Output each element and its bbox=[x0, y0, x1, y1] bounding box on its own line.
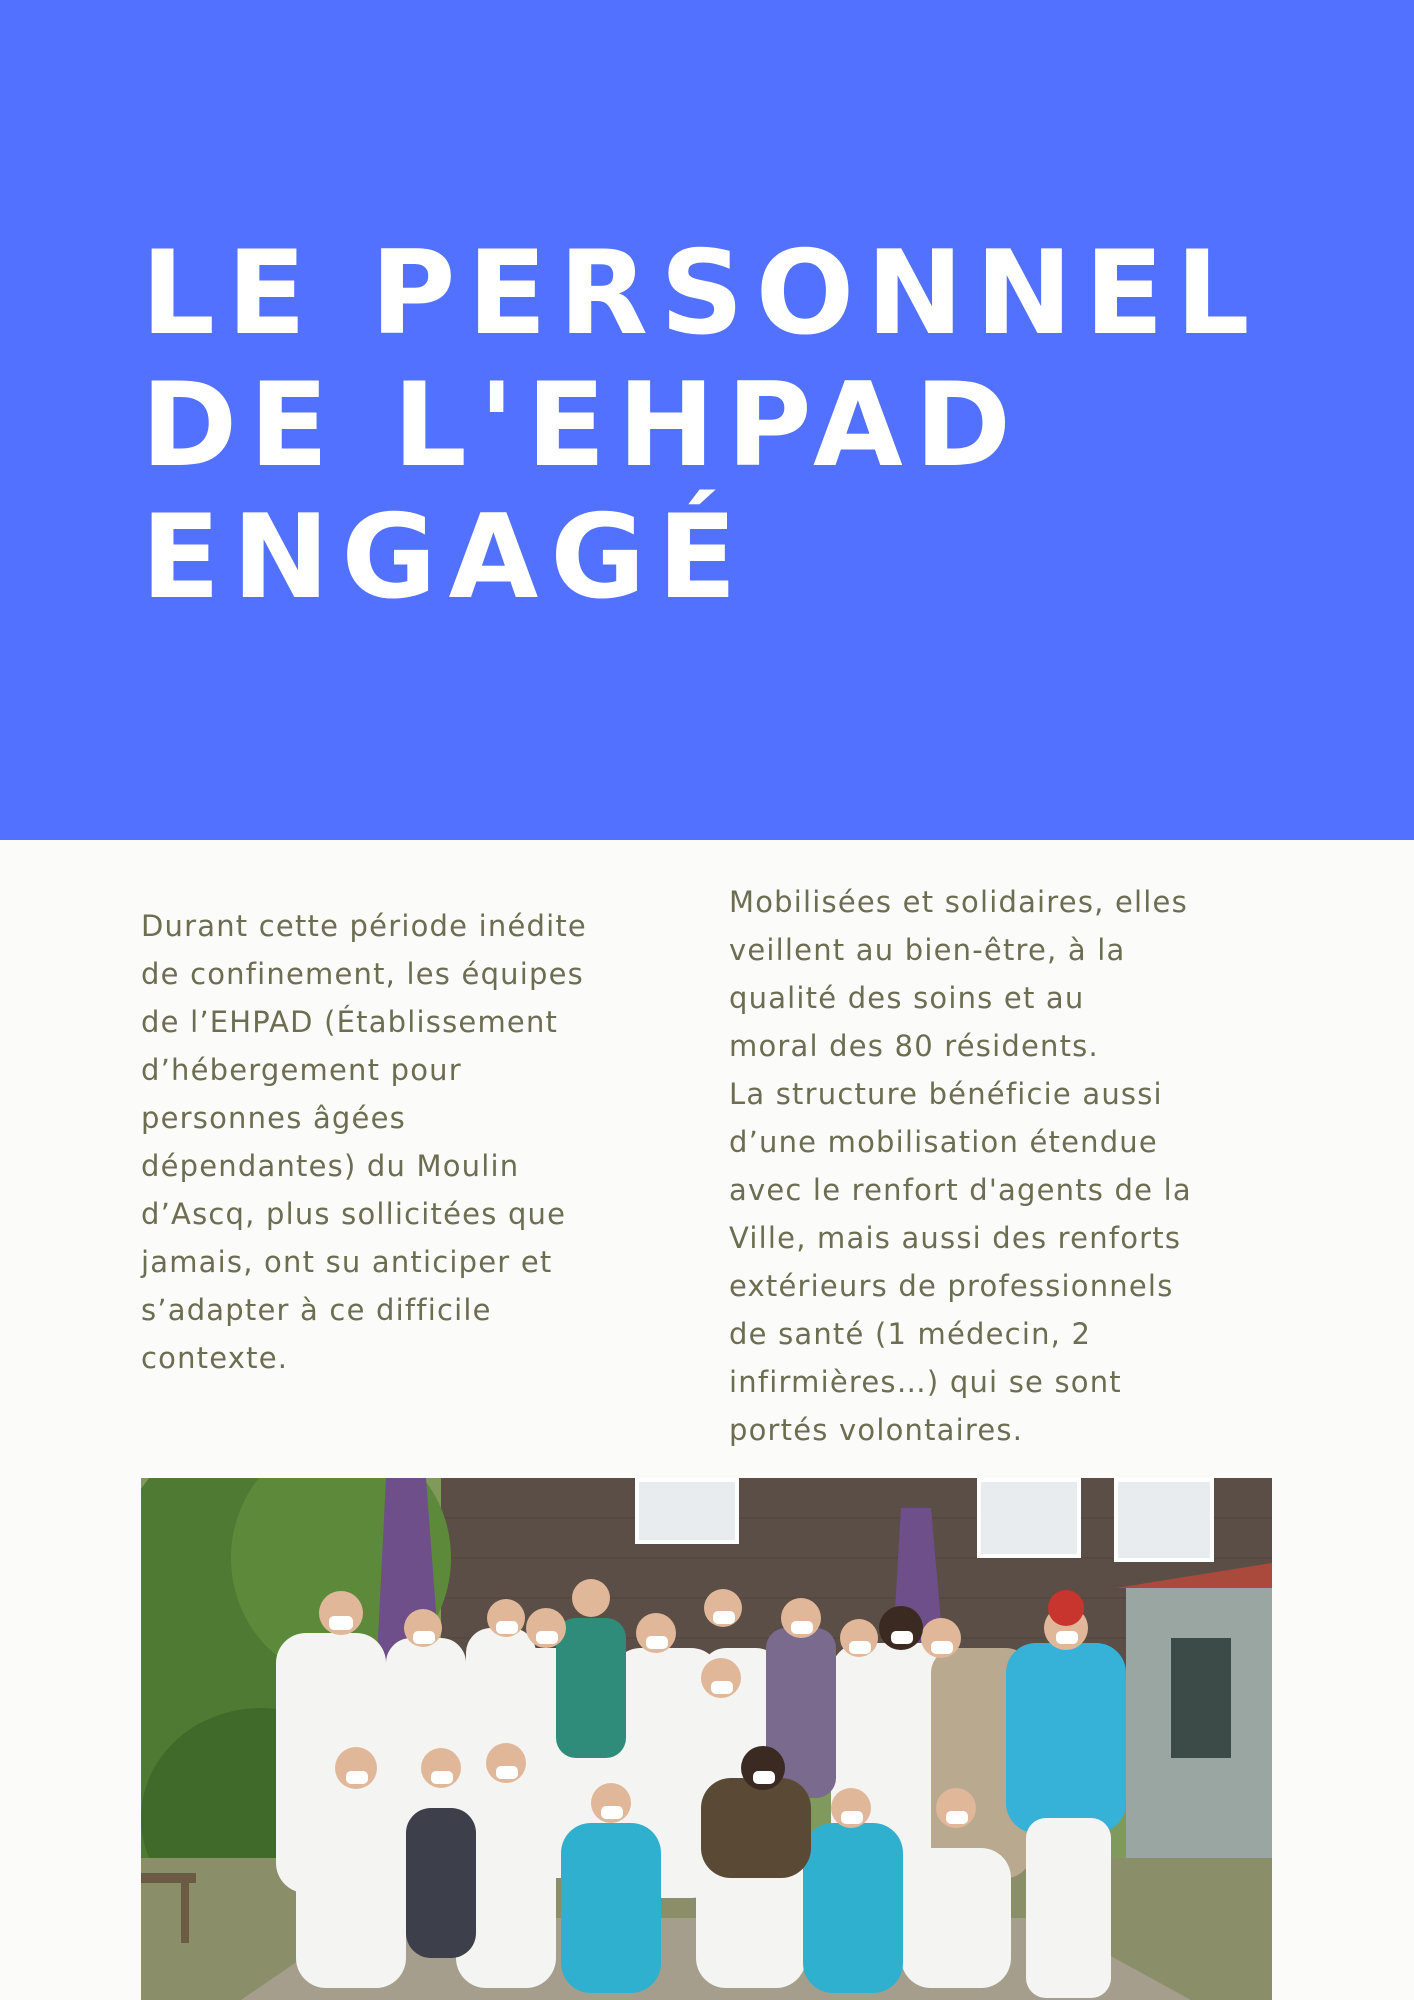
paragraph-line: de santé (1 médecin, 2 bbox=[729, 1317, 1092, 1351]
paragraph-line: avec le renfort d'agents de la bbox=[729, 1173, 1192, 1207]
paragraph-line: veillent au bien-être, à la bbox=[729, 933, 1126, 967]
paragraph-line: infirmières…) qui se sont bbox=[729, 1365, 1122, 1399]
header-banner bbox=[0, 0, 1414, 840]
paragraph-line: extérieurs de professionnels bbox=[729, 1269, 1174, 1303]
paragraph-line: dépendantes) du Moulin bbox=[141, 1149, 520, 1183]
paragraph-line: Ville, mais aussi des renforts bbox=[729, 1221, 1182, 1255]
intro-paragraph-right bbox=[729, 878, 1289, 1454]
paragraph-line: d’une mobilisation étendue bbox=[729, 1125, 1158, 1159]
paragraph-line: de l’EHPAD (Établissement bbox=[141, 1005, 559, 1039]
paragraph-line: Mobilisées et solidaires, elles bbox=[729, 885, 1188, 919]
paragraph-line: Durant cette période inédite bbox=[141, 909, 587, 943]
title-line-1: LE PERSONNEL bbox=[141, 226, 1262, 361]
paragraph-line: contexte. bbox=[141, 1341, 289, 1375]
paragraph-line: d’hébergement pour bbox=[141, 1053, 462, 1087]
page-title bbox=[141, 228, 1341, 624]
intro-paragraph-left bbox=[141, 902, 681, 1382]
paragraph-line: portés volontaires. bbox=[729, 1413, 1024, 1447]
paragraph-line: jamais, ont su anticiper et bbox=[141, 1245, 553, 1279]
paragraph-line: personnes âgées bbox=[141, 1101, 406, 1135]
paragraph-line: de confinement, les équipes bbox=[141, 957, 584, 991]
group-photo bbox=[141, 1478, 1272, 2000]
paragraph-line: La structure bénéficie aussi bbox=[729, 1077, 1163, 1111]
paragraph-line: d’Ascq, plus sollicitées que bbox=[141, 1197, 567, 1231]
paragraph-line: moral des 80 résidents. bbox=[729, 1029, 1099, 1063]
paragraph-line: qualité des soins et au bbox=[729, 981, 1085, 1015]
title-line-3: ENGAGÉ bbox=[141, 490, 749, 625]
title-line-2: DE L'EHPAD bbox=[141, 358, 1024, 493]
paragraph-line: s’adapter à ce difficile bbox=[141, 1293, 492, 1327]
group-photo-illustration bbox=[141, 1478, 1272, 2000]
